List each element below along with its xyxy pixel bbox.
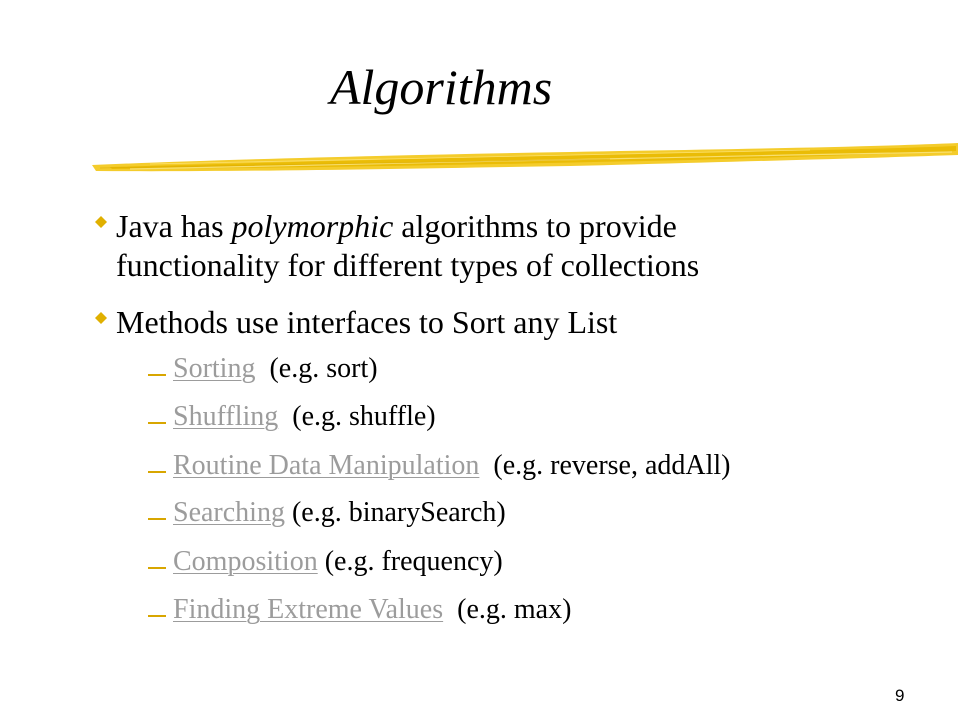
bullet-text: Methods use interfaces to Sort any List (116, 304, 618, 340)
link-sorting[interactable]: Sorting (173, 353, 256, 384)
diamond-bullet-icon (95, 312, 107, 324)
page-number: 9 (895, 686, 905, 705)
example-text: (e.g. shuffle) (292, 401, 436, 432)
link-shuffling[interactable]: Shuffling (173, 401, 279, 432)
bullet-text-continued: functionality for different types of collections (116, 247, 700, 283)
link-finding-extreme-values[interactable]: Finding Extreme Values (173, 594, 444, 625)
bullet-text: Java has polymorphic algorithms to provide (116, 208, 677, 244)
link-searching[interactable]: Searching (173, 497, 285, 528)
emphasis-polymorphic: polymorphic (231, 208, 394, 244)
example-text: (e.g. frequency) (324, 546, 503, 577)
dash-marker (148, 567, 166, 569)
dash-marker (148, 471, 166, 473)
brush-stroke-divider (90, 138, 960, 182)
diamond-bullet-icon (95, 216, 107, 228)
dash-marker (148, 518, 166, 520)
dash-marker (148, 422, 166, 424)
link-routine-data-manipulation[interactable]: Routine Data Manipulation (173, 450, 480, 481)
dash-marker (148, 615, 166, 617)
link-composition[interactable]: Composition (173, 546, 318, 577)
example-text: (e.g. reverse, addAll) (493, 450, 731, 481)
slide-title: Algorithms (330, 59, 553, 115)
example-text: (e.g. binarySearch) (291, 497, 506, 528)
example-text: (e.g. sort) (269, 353, 378, 384)
dash-marker (148, 374, 166, 376)
example-text: (e.g. max) (457, 594, 572, 625)
